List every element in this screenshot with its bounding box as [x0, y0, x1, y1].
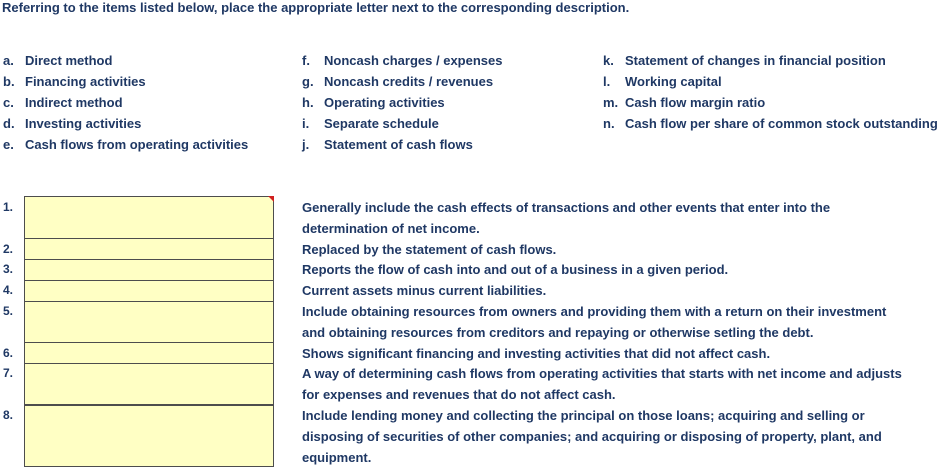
answer-input-3[interactable]: [24, 259, 274, 281]
question-number: 2.: [3, 242, 14, 256]
option-letter: a.: [3, 53, 14, 68]
option-letter: j.: [302, 137, 310, 152]
option-label: Cash flow margin ratio: [625, 95, 766, 110]
option-letter: i.: [302, 116, 310, 131]
option-h: [302, 92, 445, 113]
question-text-8: Include lending money and collecting the principal on those loans; acquiring and selling or disposing of securities of other companies; and acquiring or disposing of property, plant, and equipment.: [302, 408, 882, 465]
question-number: 8.: [3, 408, 14, 422]
option-n: [603, 113, 938, 134]
option-c: [3, 92, 123, 113]
option-label: Noncash credits / revenues: [324, 74, 494, 89]
question-number: 1.: [3, 200, 14, 214]
answer-input-1[interactable]: [24, 196, 274, 239]
option-label: Indirect method: [25, 95, 123, 110]
question-number: 5.: [3, 304, 14, 318]
answer-input-2[interactable]: [24, 238, 274, 260]
option-label: Statement of changes in financial position: [625, 53, 886, 68]
option-letter: h.: [302, 95, 314, 110]
question-text-1: Generally include the cash effects of transactions and other events that enter into the determination of net income.: [302, 200, 831, 236]
question-text-4: Current assets minus current liabilities.: [302, 283, 547, 298]
option-b: [3, 71, 146, 92]
option-a: [3, 50, 112, 71]
option-e: [3, 134, 248, 155]
question-text-3: Reports the flow of cash into and out of a business in a given period.: [302, 262, 729, 277]
answer-input-5[interactable]: [24, 301, 274, 343]
option-label: Working capital: [625, 74, 722, 89]
option-letter: g.: [302, 74, 314, 89]
answer-input-7[interactable]: [24, 363, 274, 405]
option-letter: l.: [603, 74, 611, 89]
option-k: [603, 50, 886, 71]
option-label: Direct method: [25, 53, 113, 68]
option-letter: n.: [603, 116, 615, 131]
option-letter: d.: [3, 116, 15, 131]
question-text-2: Replaced by the statement of cash flows.: [302, 242, 557, 257]
answer-input-4[interactable]: [24, 280, 274, 302]
question-number: 4.: [3, 283, 14, 297]
option-f: [302, 50, 502, 71]
question-text-5: Include obtaining resources from owners and providing them with a return on their investment and obtaining resources from creditors and repaying or otherwise setling the debt.: [302, 304, 887, 340]
question-text-6: Shows significant financing and investing activities that did not affect cash.: [302, 346, 771, 361]
option-d: [3, 113, 141, 134]
option-label: Noncash charges / expenses: [324, 53, 503, 68]
question-number: 6.: [3, 346, 14, 360]
option-j: [302, 134, 473, 155]
option-label: Separate schedule: [324, 116, 439, 131]
option-g: [302, 71, 493, 92]
option-label: Operating activities: [324, 95, 445, 110]
option-label: Cash flow per share of common stock outstanding: [625, 116, 938, 131]
option-letter: e.: [3, 137, 14, 152]
option-i: [302, 113, 439, 134]
option-letter: m.: [603, 95, 619, 110]
option-label: Cash flows from operating activities: [25, 137, 249, 152]
answer-input-6[interactable]: [24, 342, 274, 364]
option-label: Investing activities: [25, 116, 142, 131]
option-m: [603, 92, 765, 113]
option-letter: k.: [603, 53, 614, 68]
answer-input-8[interactable]: [24, 405, 274, 467]
comment-indicator[interactable]: [268, 196, 274, 202]
instructions-text: Referring to the items listed below, place the appropriate letter next to the corresponding description.: [2, 0, 630, 15]
option-letter: b.: [3, 74, 15, 89]
option-l: [603, 71, 722, 92]
option-label: Financing activities: [25, 74, 146, 89]
question-text-7: A way of determining cash flows from operating activities that starts with net income and adjusts for expenses and revenues that do not affect cash.: [302, 366, 902, 402]
question-number: 7.: [3, 366, 14, 380]
option-letter: c.: [3, 95, 14, 110]
option-label: Statement of cash flows: [324, 137, 473, 152]
question-number: 3.: [3, 262, 14, 276]
option-letter: f.: [302, 53, 310, 68]
